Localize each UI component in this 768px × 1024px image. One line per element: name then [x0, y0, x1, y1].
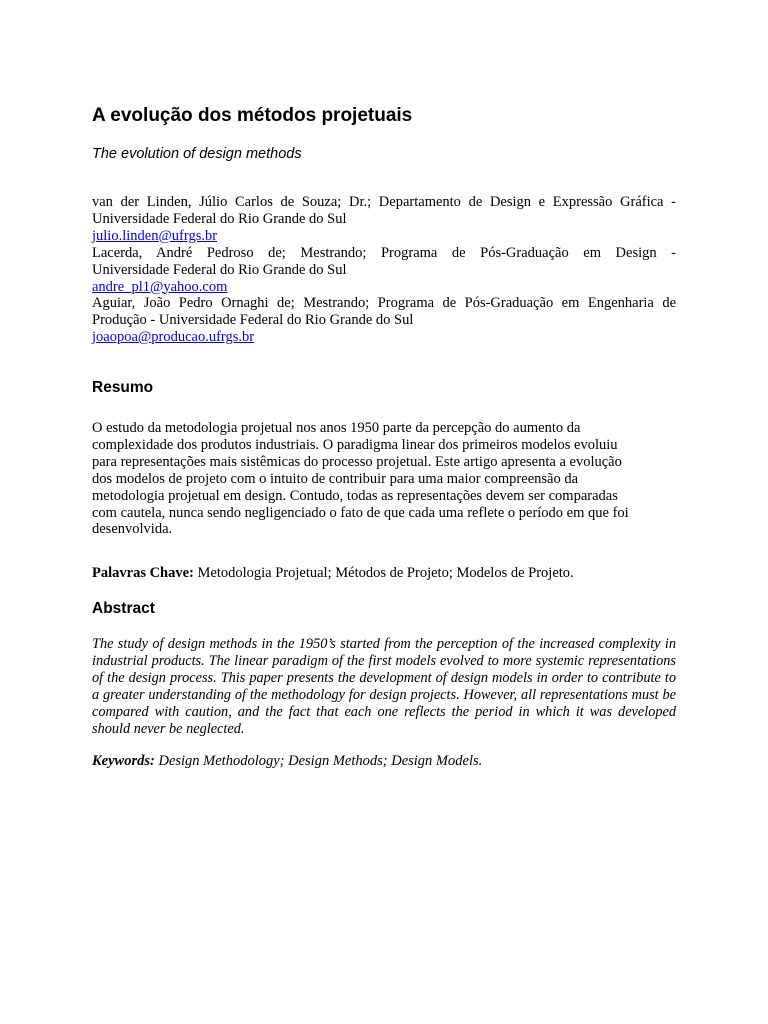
author-entry: [92, 245, 676, 296]
resumo-line: complexidade dos produtos industriais. O paradigma linear dos primeiros modelos evoluiu: [92, 436, 618, 453]
resumo-line: para representações mais sistêmicas do processo projetual. Este artigo apresenta a evolução: [92, 453, 622, 470]
author-affiliation: van der Linden, Júlio Carlos de Souza; Dr.; Departamento de Design e Expressão Gráfica -: [92, 194, 676, 210]
keywords-label: Keywords:: [92, 753, 155, 769]
resumo-line: desenvolvida.: [92, 521, 173, 538]
resumo-line: dos modelos de projeto com o intuito de contribuir para uma maior compreensão da: [92, 470, 579, 487]
resumo-line: metodologia projetual em design. Contudo, todas as representações devem ser comparadas: [92, 487, 618, 504]
resumo-heading: Resumo: [92, 379, 154, 396]
author-affiliation-cont: Universidade Federal do Rio Grande do Sul: [92, 261, 347, 278]
author-email-link[interactable]: andre_pl1@yahoo.com: [92, 278, 228, 295]
paper-title: A evolução dos métodos projetuais: [92, 105, 413, 126]
resumo-line: O estudo da metodologia projetual nos anos 1950 parte da percepção do aumento da: [92, 420, 581, 436]
abstract-heading: Abstract: [92, 600, 155, 617]
keywords-values: Design Methodology; Design Methods; Design Models.: [154, 753, 483, 769]
author-affiliation-cont: Produção - Universidade Federal do Rio Grande do Sul: [92, 312, 414, 329]
palavras-chave-label: Palavras Chave:: [92, 565, 194, 581]
author-email-link[interactable]: joaopoa@producao.ufrgs.br: [92, 329, 255, 346]
author-email-link[interactable]: julio.linden@ufrgs.br: [92, 227, 218, 244]
author-affiliation: Lacerda, André Pedroso de; Mestrando; Programa de Pós-Graduação em Design -: [92, 244, 676, 261]
author-affiliation-cont: Universidade Federal do Rio Grande do Sul: [92, 210, 347, 227]
author-affiliation: Aguiar, João Pedro Ornaghi de; Mestrando; Programa de Pós-Graduação em Engenharia de: [92, 295, 676, 312]
author-entry: [92, 295, 676, 346]
palavras-chave: [92, 564, 676, 582]
keywords: [92, 752, 676, 770]
resumo-paragraph: [92, 420, 676, 538]
paper-subtitle: The evolution of design methods: [92, 146, 302, 162]
resumo-line: com cautela, nunca sendo negligenciado o fato de que cada uma reflete o período em que foi: [92, 504, 629, 521]
abstract-paragraph: The study of design methods in the 1950’s started from the perception of the increased complexity in industrial products. The linear paradigm of the first models evolved to more systemic representations of the design process. This paper presents the development of design models in order to contribute to a greater understanding of the methodology for design projects. However, all representations must be compared with caution, and the fact that each one reflects the period in which it was developed should never be neglected.: [92, 636, 676, 737]
authors-section: [92, 194, 676, 346]
author-entry: [92, 194, 676, 245]
palavras-chave-values: Metodologia Projetual; Métodos de Projeto; Modelos de Projeto.: [193, 565, 574, 581]
